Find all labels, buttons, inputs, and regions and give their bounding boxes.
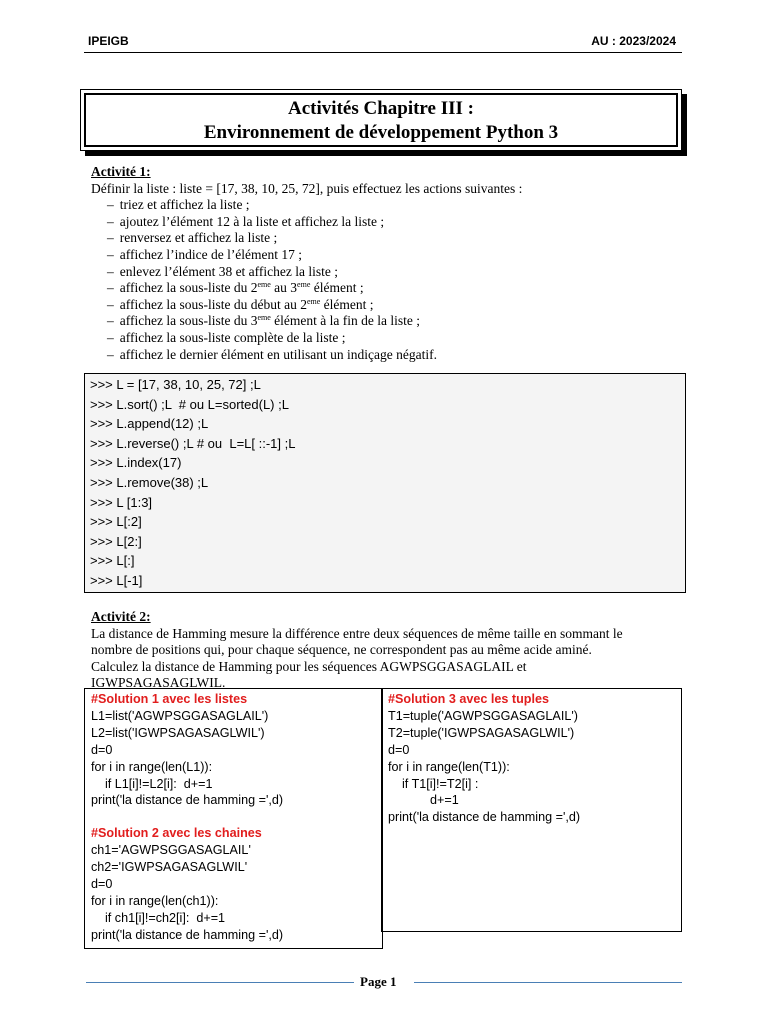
footer-rule-left <box>86 982 354 983</box>
code-line: >>> L[-1] <box>90 572 143 588</box>
code-line: >>> L.sort() ;L # ou L=sorted(L) ;L <box>90 396 289 412</box>
solution-2-title: #Solution 2 avec les chaines <box>91 826 262 841</box>
activity-1-intro: Définir la liste : liste = [17, 38, 10, 25, 72], puis effectuez les actions suivantes : <box>91 180 523 196</box>
code-line: print('la distance de hamming =',d) <box>91 927 284 942</box>
code-line: >>> L [1:3] <box>90 494 153 510</box>
list-item: – affichez l’indice de l’élément 17 ; <box>107 247 522 264</box>
code-line: d=0 <box>91 742 113 757</box>
list-item: – affichez la sous-liste du début au 2eme élément ; <box>107 297 522 314</box>
code-line: >>> L.reverse() ;L # ou L=L[ ::-1] ;L <box>90 435 296 451</box>
code-line: >>> L[2:] <box>90 533 142 549</box>
activity-2-text-line: Calculez la distance de Hamming pour les séquences AGWPSGGASAGLAIL et <box>91 658 527 674</box>
code-line: if L1[i]!=L2[i]: d+=1 <box>91 776 213 791</box>
solution-3-title: #Solution 3 avec les tuples <box>388 692 549 706</box>
code-line: >>> L.index(17) <box>90 455 182 471</box>
code-line: print('la distance de hamming =',d) <box>91 793 284 808</box>
activity-2-section <box>91 609 623 692</box>
list-item: – affichez la sous-liste du 3eme élément à la fin de la liste ; <box>107 313 522 330</box>
list-item: – renversez et affichez la liste ; <box>107 230 522 247</box>
code-line: print('la distance de hamming =',d) <box>388 810 581 825</box>
code-line: d=0 <box>388 742 410 757</box>
code-line: L2=list('IGWPSAGASAGLWIL') <box>91 725 265 740</box>
header-rule <box>84 52 682 53</box>
solutions-right-box <box>381 688 682 932</box>
code-box-activity-1 <box>84 373 686 593</box>
page-header <box>88 34 676 50</box>
code-line: >>> L.remove(38) ;L <box>90 474 209 490</box>
page-footer <box>0 974 768 994</box>
solutions-left-box <box>84 688 383 949</box>
code-line: L1=list('AGWPSGGASAGLAIL') <box>91 708 269 723</box>
title-line-1: Activités Chapitre III : <box>288 98 474 119</box>
code-line: >>> L[:] <box>90 553 135 569</box>
activity-2-heading: Activité 2: <box>91 609 151 624</box>
code-line: if ch1[i]!=ch2[i]: d+=1 <box>91 910 226 925</box>
code-line: if T1[i]!=T2[i] : <box>388 776 479 791</box>
list-item: – affichez la sous-liste du 2eme au 3eme élément ; <box>107 280 522 297</box>
activity-2-text-line: nombre de positions qui, pour chaque séquence, ne correspondent pas au même acide aminé. <box>91 642 592 658</box>
title-line-2: Environnement de développement Python 3 <box>203 122 559 143</box>
code-line: for i in range(len(L1)): <box>91 759 213 774</box>
list-item: – affichez le dernier élément en utilisant un indiçage négatif. <box>107 347 522 364</box>
code-line: for i in range(len(ch1)): <box>91 893 219 908</box>
activity-2-text-line: IGWPSAGASAGLWIL. <box>91 675 226 691</box>
activity-2-text-line: La distance de Hamming mesure la différence entre deux séquences de même taille en sommant le <box>91 625 623 641</box>
page-number: Page 1 <box>360 974 397 989</box>
solution-1-title: #Solution 1 avec les listes <box>91 692 248 706</box>
code-line: ch2='IGWPSAGASAGLWIL' <box>91 860 248 875</box>
list-item: – enlevez l’élément 38 et affichez la liste ; <box>107 264 522 281</box>
footer-rule-right <box>414 982 682 983</box>
activity-1-heading: Activité 1: <box>91 164 151 179</box>
activity-1-section <box>91 164 522 363</box>
code-line: for i in range(len(T1)): <box>388 759 510 774</box>
academic-year: AU : 2023/2024 <box>591 34 676 48</box>
institution-name: IPEIGB <box>88 34 129 48</box>
code-line: >>> L[:2] <box>90 514 142 530</box>
list-item: – affichez la sous-liste complète de la liste ; <box>107 330 522 347</box>
code-line: >>> L = [17, 38, 10, 25, 72] ;L <box>90 377 261 392</box>
code-line: d=0 <box>91 877 113 892</box>
code-line: ch1='AGWPSGGASAGLAIL' <box>91 843 251 858</box>
activity-1-list <box>91 197 522 363</box>
title-box <box>80 89 682 151</box>
list-item: – triez et affichez la liste ; <box>107 197 522 214</box>
code-line: T1=tuple('AGWPSGGASAGLAIL') <box>388 708 578 723</box>
list-item: – ajoutez l’élément 12 à la liste et affichez la liste ; <box>107 214 522 231</box>
code-line: >>> L.append(12) ;L <box>90 416 209 432</box>
code-line: T2=tuple('IGWPSAGASAGLWIL') <box>388 725 575 740</box>
code-line: d+=1 <box>388 793 459 808</box>
